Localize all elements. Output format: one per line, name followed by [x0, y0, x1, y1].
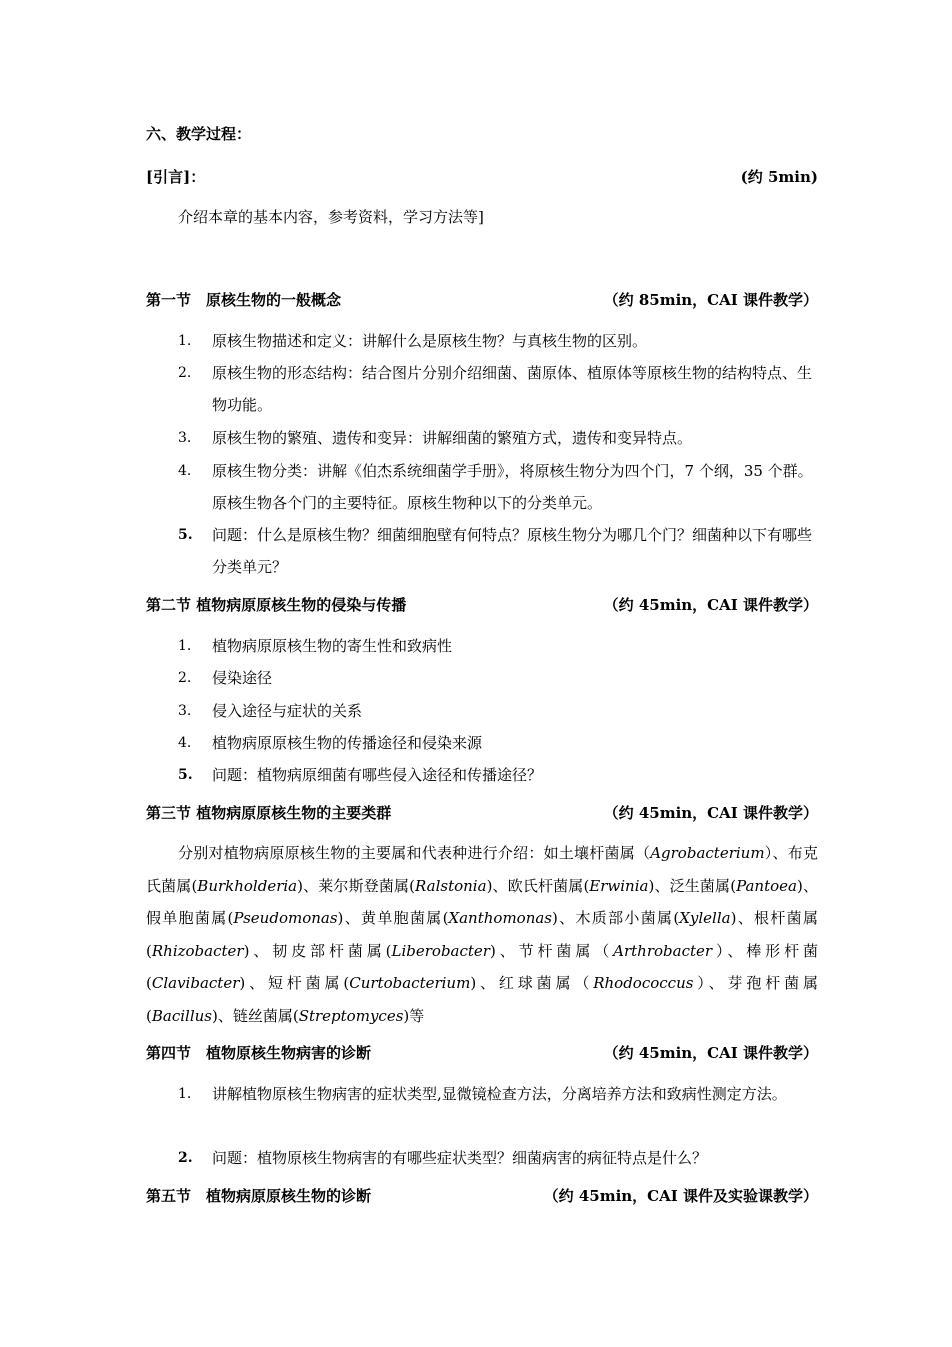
item-text: 问题：植物病原细菌有哪些侵入途径和传播途径？ — [212, 766, 543, 784]
item-number: 2. — [178, 670, 192, 686]
section-time: （约 45min，CAI 课件教学） — [603, 804, 818, 822]
section-time: （约 85min，CAI 课件教学） — [603, 291, 818, 309]
section-title: 第三节 植物病原原核生物的主要类群 — [146, 804, 392, 822]
genus-name: Pantoea — [736, 876, 797, 895]
paragraph-text: )、欧氏杆菌属( — [486, 876, 590, 895]
item-number: 1. — [178, 638, 192, 654]
item-number: 5. — [178, 527, 193, 543]
genus-name: Liberobacter — [391, 941, 490, 960]
genus-name: Agrobacterium — [650, 844, 765, 862]
paragraph-text: ）、棒形杆菌( — [146, 941, 818, 992]
paragraph-text: )、红球菌属（ — [470, 974, 594, 992]
paragraph-text: ）、芽孢杆菌属( — [146, 974, 818, 1025]
genus-name: Curtobacterium — [349, 974, 471, 992]
item-number: 2. — [178, 1150, 193, 1166]
intro-header — [146, 167, 818, 187]
paragraph-text: )、节杆菌属（ — [489, 941, 614, 960]
genus-name: Bacillus — [151, 1006, 212, 1025]
paragraph-text: )、假单胞菌属( — [146, 876, 818, 927]
genera-paragraph — [146, 837, 818, 1032]
paragraph-text: )、根杆菌属( — [146, 909, 818, 960]
section-time: （约 45min，CAI 课件教学） — [603, 596, 818, 614]
section-time: （约 45min，CAI 课件教学） — [603, 1044, 818, 1062]
item-text: 原核生物的形态结构：结合图片分别介绍细菌、菌原体、植原体等原核生物的结构特点、生物功能。 — [212, 364, 813, 414]
item-text: 问题：什么是原核生物？细菌细胞壁有何特点？原核生物分为哪几个门？细菌种以下有哪些分类单元？ — [212, 526, 813, 576]
intro-text: 介绍本章的基本内容，参考资料，学习方法等] — [178, 208, 484, 226]
genus-name: Arthrobacter — [613, 941, 713, 960]
item-number: 3. — [178, 703, 192, 719]
genus-name: Ralstonia — [415, 876, 487, 895]
paragraph-text: ）、布克氏菌属( — [146, 844, 818, 895]
paragraph-text: )、短杆菌属( — [239, 974, 350, 992]
genus-name: Streptomyces — [298, 1006, 404, 1025]
genus-name: Xylella — [679, 909, 731, 927]
paragraph-text: )、木质部小菌属( — [552, 909, 680, 927]
section-title-row — [146, 1186, 818, 1206]
intro-label: [引言]： — [146, 168, 206, 186]
paragraph-text: 分别对植物病原原核生物的主要属和代表种进行介绍：如土壤杆菌属（ — [178, 844, 651, 862]
section-title-row — [146, 1043, 818, 1063]
genus-name: Rhodococcus — [593, 974, 694, 992]
item-number: 1. — [178, 333, 192, 349]
item-number: 3. — [178, 430, 192, 446]
section-title: 第二节 植物病原原核生物的侵染与传播 — [146, 596, 407, 614]
item-text: 原核生物分类：讲解《伯杰系统细菌学手册》，将原核生物分为四个门，7 个纲，35 个群。原核生物各个门的主要特征。原核生物种以下的分类单元。 — [212, 462, 813, 512]
item-text: 问题：植物原核生物病害的有哪些症状类型？细菌病害的病征特点是什么？ — [212, 1149, 708, 1167]
section-title: 第一节 原核生物的一般概念 — [146, 291, 342, 309]
paragraph-text: )、黄单胞菌属( — [337, 909, 449, 927]
item-number: 4. — [178, 735, 192, 751]
intro-time: (约 5min) — [740, 168, 818, 186]
item-text: 原核生物的繁殖、遗传和变异：讲解细菌的繁殖方式，遗传和变异特点。 — [212, 429, 693, 447]
item-text: 植物病原原核生物的传播途径和侵染来源 — [212, 734, 483, 752]
item-text: 讲解植物原核生物病害的症状类型,显微镜检查方法，分离培养方法和致病性测定方法。 — [212, 1085, 787, 1103]
genus-name: Clavibacter — [151, 974, 240, 992]
section-title: 第五节 植物病原原核生物的诊断 — [146, 1187, 372, 1205]
genus-name: Rhizobacter — [151, 941, 244, 960]
item-text: 侵入途径与症状的关系 — [212, 702, 363, 720]
section-time: （约 45min，CAI 课件及实验课教学） — [543, 1187, 818, 1205]
item-text: 植物病原原核生物的寄生性和致病性 — [212, 637, 453, 655]
paragraph-text: )、莱尔斯登菌属( — [297, 876, 416, 895]
item-text: 原核生物描述和定义：讲解什么是原核生物？与真核生物的区别。 — [212, 332, 648, 350]
item-number: 4. — [178, 463, 192, 479]
genus-name: Pseudomonas — [233, 909, 338, 927]
paragraph-text: )等 — [403, 1006, 425, 1025]
section-heading: 六、教学过程： — [146, 125, 252, 143]
item-number: 2. — [178, 365, 192, 381]
section-title-row — [146, 803, 818, 823]
paragraph-text: )、泛生菌属( — [648, 876, 737, 895]
genus-name: Burkholderia — [197, 876, 298, 895]
genus-name: Xanthomonas — [448, 909, 552, 927]
item-number: 1. — [178, 1086, 192, 1102]
paragraph-text: )、链丝菌属( — [211, 1006, 299, 1025]
item-number: 5. — [178, 767, 193, 783]
genus-name: Erwinia — [589, 876, 649, 895]
paragraph-text: )、韧皮部杆菌属( — [243, 941, 392, 960]
section-title-row — [146, 595, 818, 615]
section-title-row — [146, 290, 818, 310]
item-text: 侵染途径 — [212, 669, 273, 687]
section-title: 第四节 植物原核生物病害的诊断 — [146, 1044, 372, 1062]
